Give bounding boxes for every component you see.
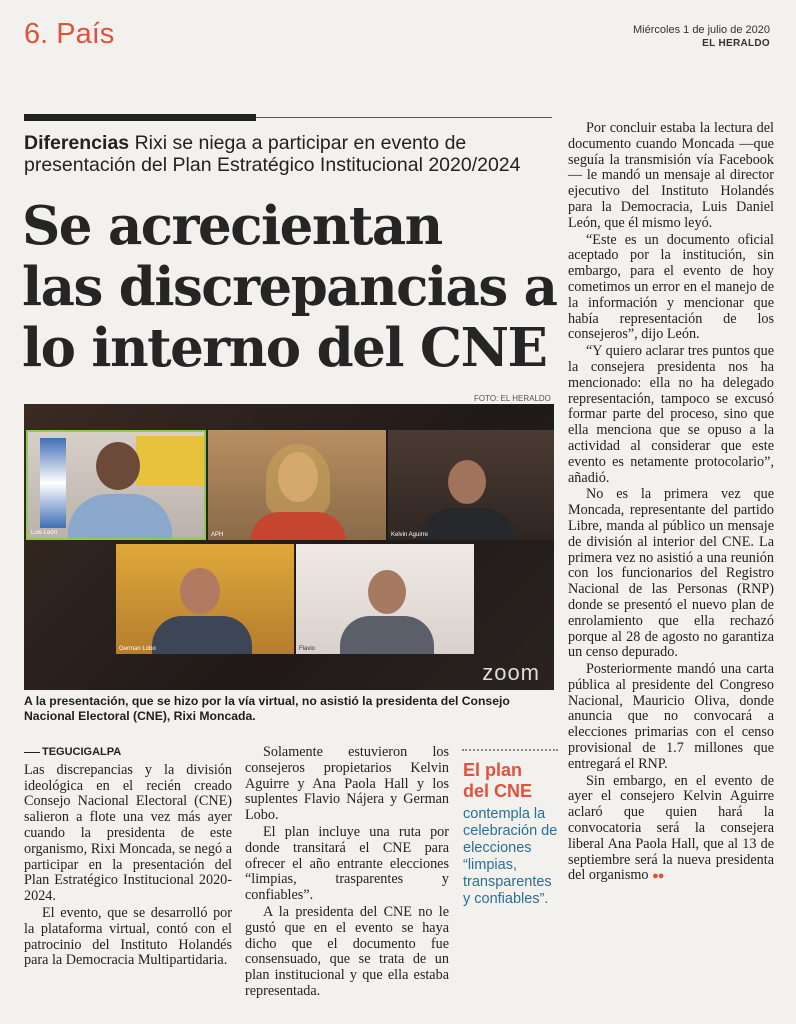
dateline-rule [24,752,40,753]
participant-name: APH [211,532,224,538]
dateline-text: TEGUCIGALPA [42,746,122,758]
video-tile [296,544,474,654]
participant-name: Luis León [31,530,58,536]
participant-name: Kelvin Aguirre [391,532,429,538]
person-body [422,508,514,540]
paragraph: El plan incluye una ruta por donde transitará el CNE para ofrecer el año entrante elecciones “limpias, trasparentes y confiables”. [245,823,449,904]
hair [266,444,330,514]
article-column-1 [24,745,232,970]
photo-caption: A la presentación, que se hizo por la vía virtual, no asistió la presidenta del Consejo Nacional Electoral (CNE), Rixi Moncada. [24,694,510,723]
photo-credit: FOTO: EL HERALDO [474,394,551,403]
dateline [24,745,232,761]
end-mark: ●● [652,870,664,883]
zoom-logo: zoom [482,660,540,685]
video-tile [388,430,554,540]
paragraph-text: Sin embargo, en el evento de ayer el consejero Kelvin Aguirre aclaró que quien hará la convocatoria será la consejera liberal Ana Paola Hall, que al 13 de septiembre será la nueva presidenta del organismo [568,772,774,884]
paragraph: Por concluir estaba la lectura del documento cuando Moncada —que seguía la transmisión vía Facebook— le mandó un mensaje al director ejecutivo del Instituto Holandés para la Democracia, Luis Daniel León, que él mismo leyó. [568,120,774,231]
last-paragraph [568,774,774,886]
paragraph: A la presidenta del CNE no le gustó que en el evento se haya dicho que el documento fue consensuado, que se trata de un plan institucional y que ella estaba representada. [245,903,449,999]
person-head [96,442,140,490]
headline-line: lo interno del CNE [22,317,547,379]
paragraph: No es la primera vez que Moncada, representante del partido Libre, manda al público un mensaje de división al interior del CNE. La primera vez no asistió a una reunión con los funcionarios del Registro Nacional de las Personas (RNP) donde se presentó el nuevo plan de enrolamiento que ella rechazó porque al 28 de agosto no garantiza un censo depurado. [568,486,774,661]
paragraph: Posteriormente mandó una carta pública al presidente del Congreso Nacional, Mauricio Oliva, donde anuncia que no convocará a elecciones primarias con el censo provisional de 1.7 millones que entregará el RNP. [568,661,774,772]
section-rule [24,114,256,121]
person-body [68,494,172,540]
paragraph: Las discrepancias y la división ideológica en el recién creado Consejo Nacional Electoral (CNE) salieron a flote una vez más ayer cuando la presidenta de este organismo, Rixi Moncada, se negó a participar en la presentación del Plan Estratégico Institucional 2020-2024. [24,761,232,905]
person-body [152,616,252,654]
person-head [180,568,220,614]
sidebar-title-line: El plan [463,760,523,780]
newspaper-name: EL HERALDO [702,38,770,49]
person-head [368,570,406,614]
participant-name: Flavio [299,646,316,652]
video-tile [26,430,206,540]
headline-line: Se acrecientan [22,195,442,257]
flag [40,438,66,528]
paragraph: El evento, que se desarrolló por la plataforma virtual, contó con el patrocinio del Instituto Holandés para la Democracia Multipartidaria. [24,904,232,969]
zoom-call-photo [24,404,554,690]
person-head [448,460,486,504]
issue-date [633,24,770,50]
kicker-label: Diferencias [24,132,130,154]
person-body [250,512,346,540]
banner [136,436,204,486]
section-label: 6. País [24,18,115,50]
kicker [24,132,564,176]
participant-name: German Lobo [119,646,156,652]
sidebar-title-line: del CNE [463,781,533,801]
kicker-text: Rixi se niega a participar en evento de presentación del Plan Estratégico Institucional 2020/2024 [24,132,521,176]
video-tile [116,544,294,654]
sidebar-title [463,760,532,802]
person-body [340,616,434,654]
sidebar-divider [462,749,558,751]
video-tile [208,430,386,540]
paragraph: “Este es un documento oficial aceptado por la institución, sin embargo, para el evento de hoy cometimos un error en el manejo de la información y mencionar que había representación de los consejeros”, dijo León. [568,231,774,343]
paragraph: Solamente estuvieron los consejeros propietarios Kelvin Aguirre y Ana Paola Hall y los suplentes Flavio Nájera y German Lobo. [245,744,449,824]
article-column-3 [568,121,774,886]
thin-rule [256,117,552,118]
headline [22,196,567,379]
article-column-2 [245,745,449,1001]
sidebar-text: contempla la celebración de elecciones “limpias, transparentes y confiables”. [463,806,558,907]
headline-line: las discrepancias a [22,256,557,318]
paragraph: “Y quiero aclarar tres puntos que la consejera presidenta nos ha mencionado: ella no ha delegado representación, tampoco se excusó formar parte del proceso, sino que ella menciona que se opuso a la actividad al considerar que este evento es netamente protocolario”, añadió. [568,343,774,486]
date-text: Miércoles 1 de julio de 2020 [633,24,770,36]
